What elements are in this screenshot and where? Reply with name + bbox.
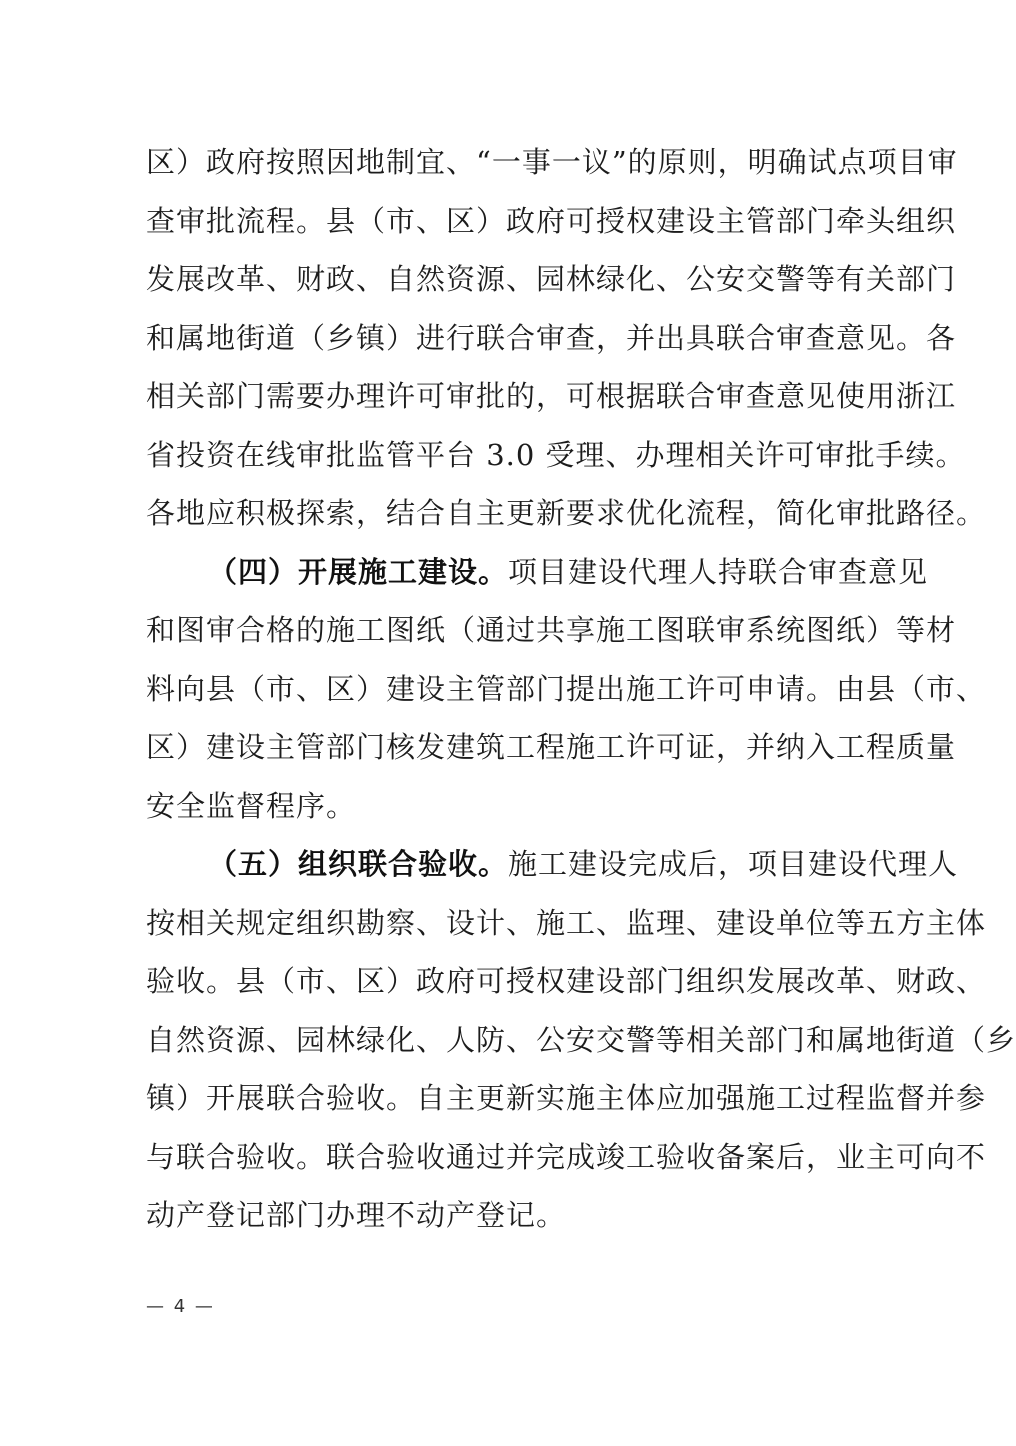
paragraph-1-line-1: 区）政府按照因地制宜、“一事一议”的原则，明确试点项目审 — [146, 145, 958, 179]
page-number: — 4 — — [146, 1296, 215, 1317]
paragraph-2-line-4: 区）建设主管部门核发建筑工程施工许可证，并纳入工程质量 — [146, 730, 957, 764]
paragraph-3-line-5: 镇）开展联合验收。自主更新实施主体应加强施工过程监督并参 — [146, 1081, 987, 1115]
paragraph-3-line-4: 自然资源、园林绿化、人防、公安交警等相关部门和属地街道（乡 — [146, 1022, 1016, 1057]
paragraph-2-line-3: 料向县（市、区）建设主管部门提出施工许可申请。由县（市、 — [146, 671, 987, 706]
paragraph-3-line-3: 验收。县（市、区）政府可授权建设部门组织发展改革、财政、 — [146, 964, 987, 998]
paragraph-2-line-1-text: 项目建设代理人持联合审查意见 — [508, 554, 929, 589]
section-heading-five: （五）组织联合验收。 — [208, 847, 509, 881]
paragraph-3 — [146, 835, 1016, 1245]
paragraph-2-line-2: 和图审合格的施工图纸（通过共享施工图联审系统图纸）等材 — [146, 613, 957, 647]
paragraph-3-line-6: 与联合验收。联合验收通过并完成竣工验收备案后，业主可向不 — [146, 1139, 987, 1174]
paragraph-1-line-5: 相关部门需要办理许可审批的，可根据联合审查意见使用浙江 — [146, 379, 957, 413]
paragraph-1 — [146, 133, 987, 543]
section-heading-four: （四）开展施工建设。 — [208, 554, 509, 589]
paragraph-1-line-7: 各地应积极探索，结合自主更新要求优化流程，简化审批路径。 — [146, 496, 987, 530]
paragraph-2-line-1 — [146, 543, 929, 602]
paragraph-3-line-7: 动产登记部门办理不动产登记。 — [146, 1198, 567, 1232]
paragraph-3-line-1-text: 施工建设完成后，项目建设代理人 — [508, 847, 959, 881]
body-text — [146, 133, 1016, 1245]
paragraph-1-line-6: 省投资在线审批监管平台 3.0 受理、办理相关许可审批手续。 — [146, 437, 966, 472]
paragraph-2-line-5: 安全监督程序。 — [146, 788, 357, 823]
paragraph-1-line-4: 和属地街道（乡镇）进行联合审查，并出具联合审查意见。各 — [146, 320, 957, 355]
paragraph-3-line-1 — [146, 835, 959, 894]
paragraph-2 — [146, 543, 987, 836]
paragraph-3-line-2: 按相关规定组织勘察、设计、施工、监理、建设单位等五方主体 — [146, 905, 987, 940]
paragraph-1-line-3: 发展改革、财政、自然资源、园林绿化、公安交警等有关部门 — [146, 262, 957, 296]
paragraph-1-line-2: 查审批流程。县（市、区）政府可授权建设主管部门牵头组织 — [146, 203, 957, 238]
